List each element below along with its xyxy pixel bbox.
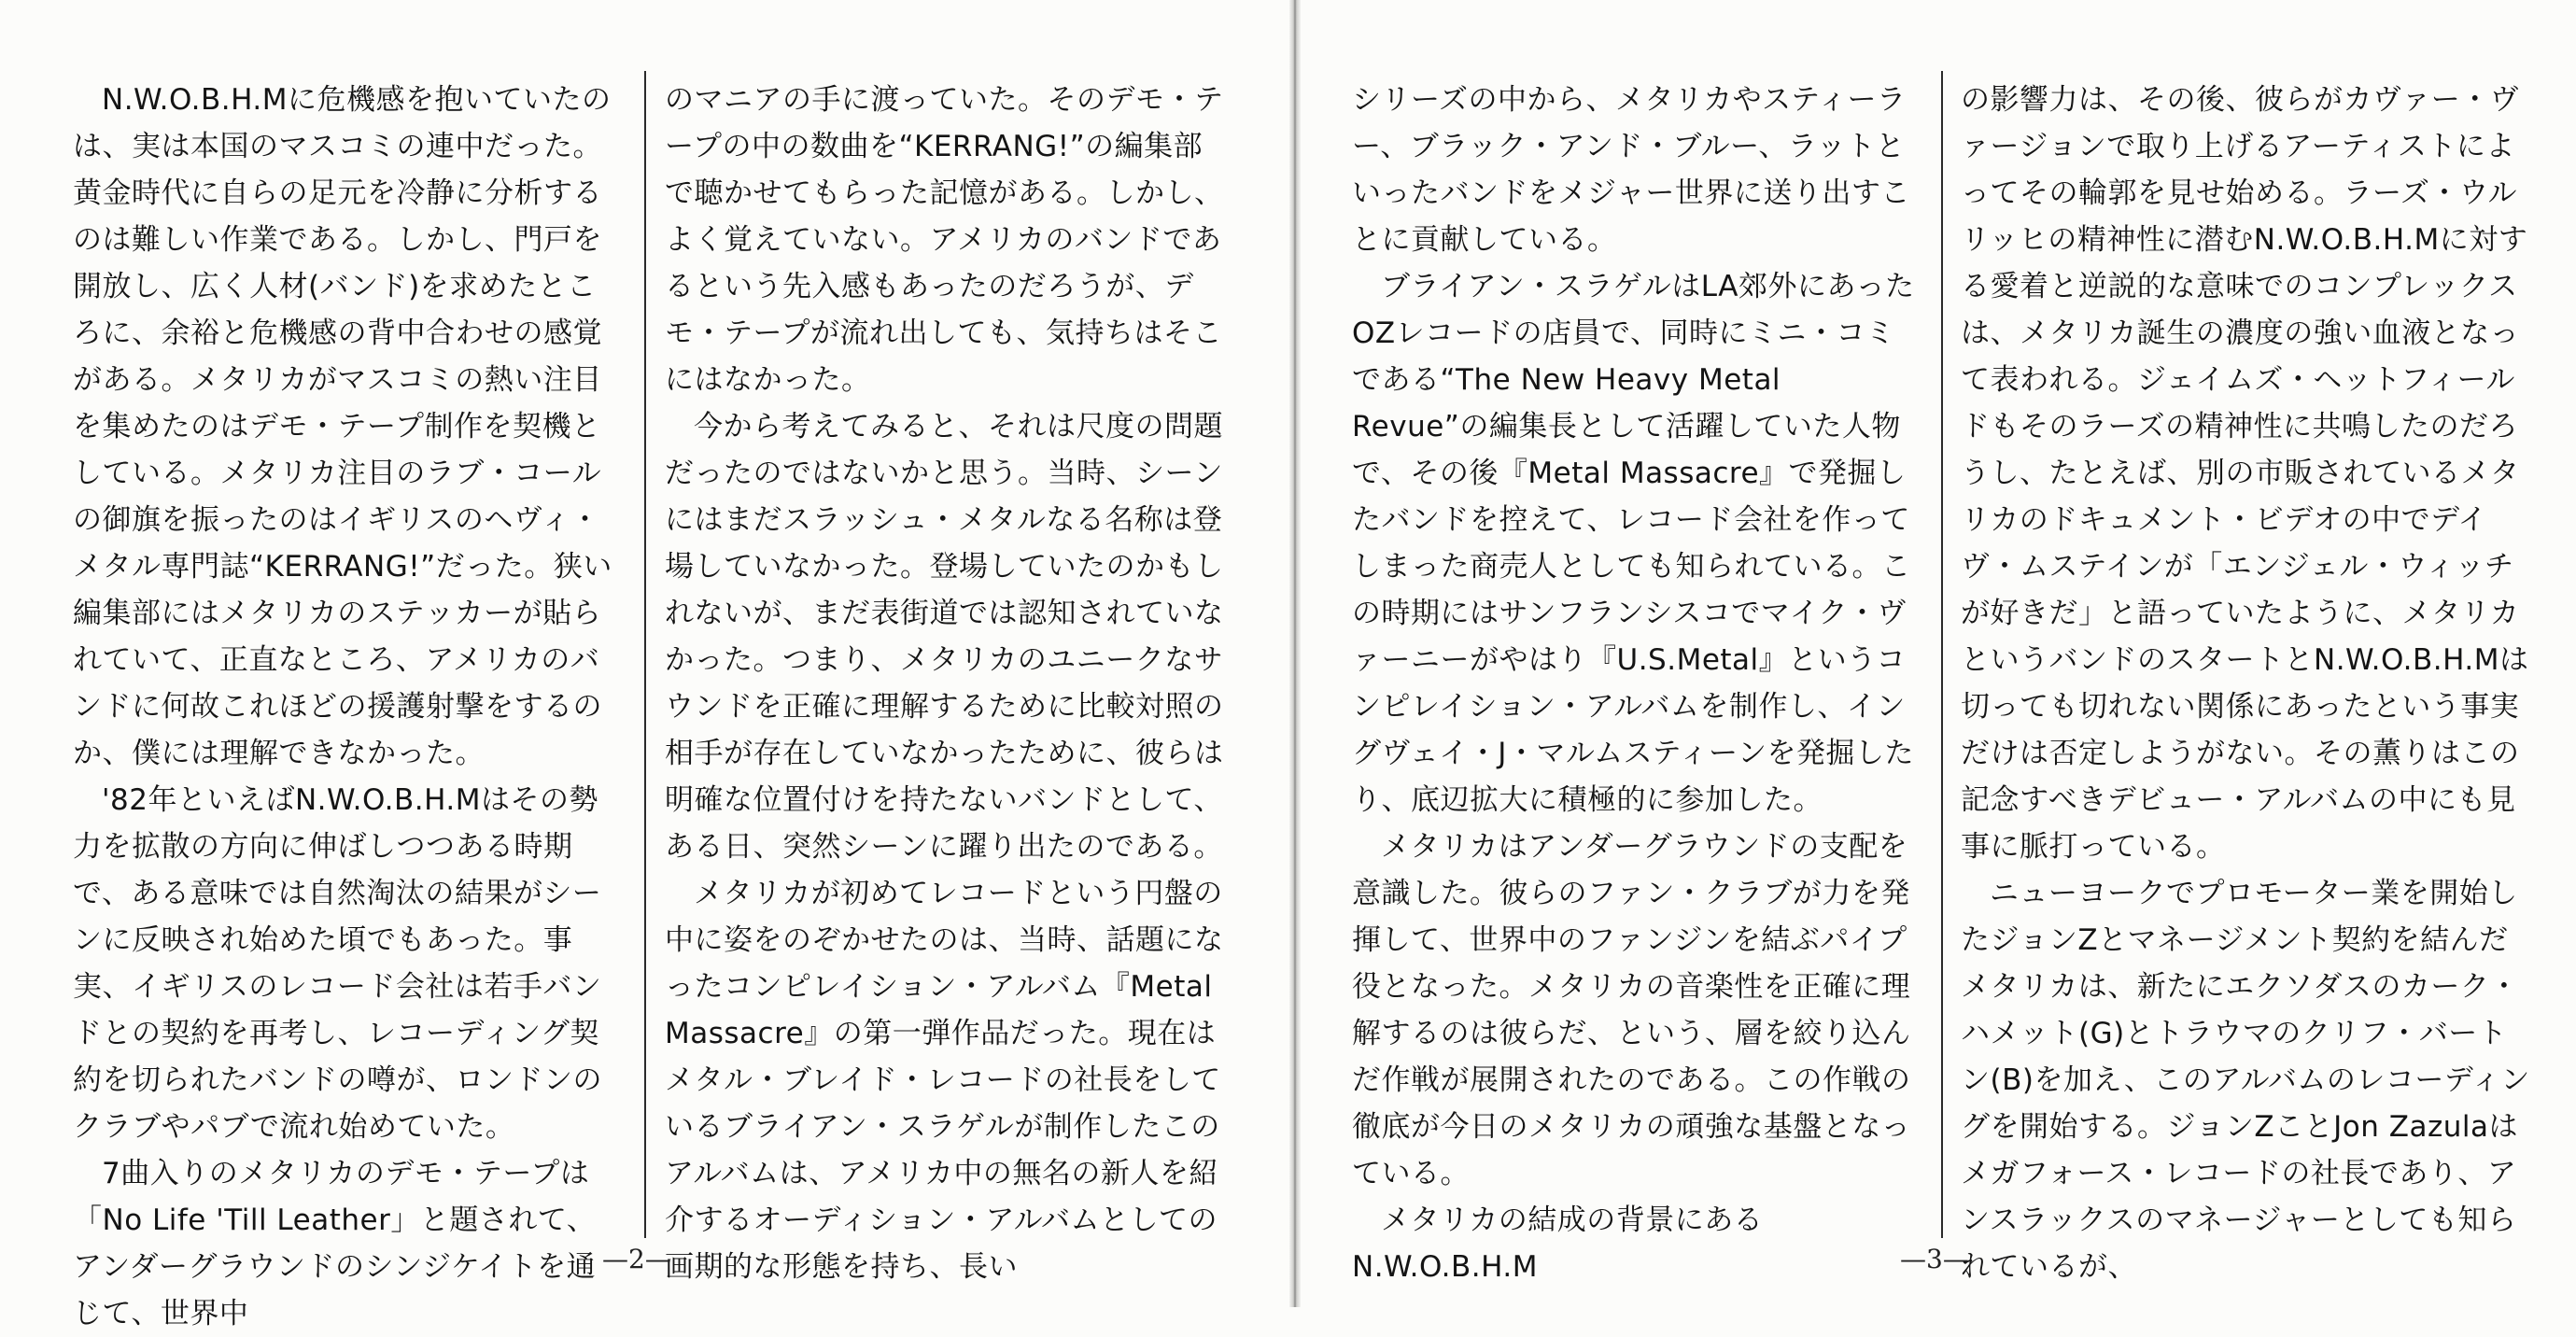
paragraph: N.W.O.B.H.Mに危機感を抱いていたのは、実は本国のマスコミの連中だった。黄金時代に自らの足元を冷静に分析するのは難しい作業である。しかし、門戸を開放し、広く人材(バンド)を求めたところに、余裕と危機感の背中合わせの感覚がある。メタリカがマスコミの熱い注目を集めたのはデモ・テープ制作を契機としている。メタリカ注目のラブ・コールの御旗を振ったのはイギリスのヘヴィ・メタル専門誌“KERRANG!”だった。狭い編集部にはメタリカのステッカーが貼られていて、正直なところ、アメリカのバンドに何故これほどの援護射撃をするのか、僕には理解できなかった。	[73, 83, 612, 770]
paragraph: 7曲入りのメタリカのデモ・テープは「No Life 'Till Leather」と題されて、アンダーグラウンドのシンジケイトを通じて、世界中	[73, 1157, 597, 1330]
column-1	[73, 77, 624, 1330]
page-gutter	[1289, 0, 1301, 1307]
page-number-right: —3—	[1900, 1244, 1969, 1274]
column-2	[665, 77, 1225, 1284]
paragraph: メタリカはアンダーグラウンドの支配を意識した。彼らのファン・クラブが力を発揮して、世界中のファンジンを結ぶパイプ役となった。メタリカの音楽性を正確に理解するのは彼らだ、という、層を絞り込んだ作戦が展開されたのである。この作戦の徹底が今日のメタリカの頑強な基盤となっている。	[1352, 830, 1911, 1190]
paragraph: ブライアン・スラゲルはLA郊外にあったOZレコードの店員で、同時にミニ・コミである“The New Heavy Metal Revue”の編集長として活躍していた人物で、その後『Metal Massacre』で発掘したバンドを控えて、レコード会社を作ってしまった商売人としても知られている。この時期にはサンフランシスコでマイク・ヴァーニーがやはり『U.S.Metal』というコンピレイション・アルバムを制作し、イングヴェイ・J・マルムスティーンを発掘したり、底辺拡大に積極的に参加した。	[1352, 270, 1915, 817]
paragraph: の影響力は、その後、彼らがカヴァー・ヴァージョンで取り上げるアーティストによってその輪郭を見せ始める。ラーズ・ウルリッヒの精神性に潜むN.W.O.B.H.Mに対する愛着と逆説的な意味でのコンプレックスは、メタリカ誕生の濃度の強い血液となって表われる。ジェイムズ・ヘットフィールドもそのラーズの精神性に共鳴したのだろうし、たとえば、別の市販されているメタリカのドキュメント・ビデオの中でデイヴ・ムステインが「エンジェル・ウィッチが好きだ」と語っていたように、メタリカというバンドのスタートとN.W.O.B.H.Mは切っても切れない関係にあったという事実だけは否定しようがない。その薫りはこの記念すべきデビュー・アルバムの中にも見事に脈打っている。	[1961, 83, 2529, 864]
paragraph: メタリカの結成の背景にあるN.W.O.B.H.M	[1352, 1203, 1764, 1284]
paragraph: のマニアの手に渡っていた。そのデモ・テープの中の数曲を“KERRANG!”の編集部で聴かせてもらった記憶がある。しかし、よく覚えていない。アメリカのバンドであるという先入感もあったのだろうが、デモ・テープが流れ出しても、気持ちはそこにはなかった。	[665, 83, 1224, 397]
paragraph: シリーズの中から、メタリカやスティーラー、ブラック・アンド・ブルー、ラットといったバンドをメジャー世界に送り出すことに貢献している。	[1352, 83, 1910, 257]
column-4	[1961, 77, 2530, 1284]
paragraph: 今から考えてみると、それは尺度の問題だったのではないかと思う。当時、シーンにはまだスラッシュ・メタルなる名称は登場していなかった。登場していたのかもしれないが、まだ表街道では認知されていなかった。つまり、メタリカのユニークなサウンドを正確に理解するために比較対照の相手が存在していなかったために、彼らは明確な位置付けを持たないバンドとして、ある日、突然シーンに躍り出たのである。	[665, 410, 1224, 864]
column-divider	[644, 71, 646, 1238]
column-divider	[1941, 71, 1943, 1238]
paragraph: ニューヨークでプロモーター業を開始したジョンZとマネージメント契約を結んだメタリカは、新たにエクソダスのカーク・ハメット(G)とトラウマのクリフ・バートン(B)を加え、このアルバムのレコーディングを開始する。ジョンZことJon Zazulaはメガフォース・レコードの社長であり、アンスラックスのマネージャーとしても知られているが、	[1961, 877, 2530, 1284]
paragraph: '82年といえばN.W.O.B.H.Mはその勢力を拡散の方向に伸ばしつつある時期で、ある意味では自然淘汰の結果がシーンに反映され始めた頃でもあった。事実、イギリスのレコード会社は若手バンドとの契約を再考し、レコーディング契約を切られたバンドの噂が、ロンドンのクラブやパブで流れ始めていた。	[73, 783, 602, 1144]
page-number-left: —2—	[602, 1244, 671, 1274]
paragraph: メタリカが初めてレコードという円盤の中に姿をのぞかせたのは、当時、話題になったコンピレイション・アルバム『Metal Massacre』の第一弾作品だった。現在はメタル・ブレイド・レコードの社長をしているブライアン・スラゲルが制作したこのアルバムは、アメリカ中の無名の新人を紹介するオーディション・アルバムとしての画期的な形態を持ち、長い	[665, 877, 1224, 1284]
column-3	[1352, 77, 1921, 1284]
